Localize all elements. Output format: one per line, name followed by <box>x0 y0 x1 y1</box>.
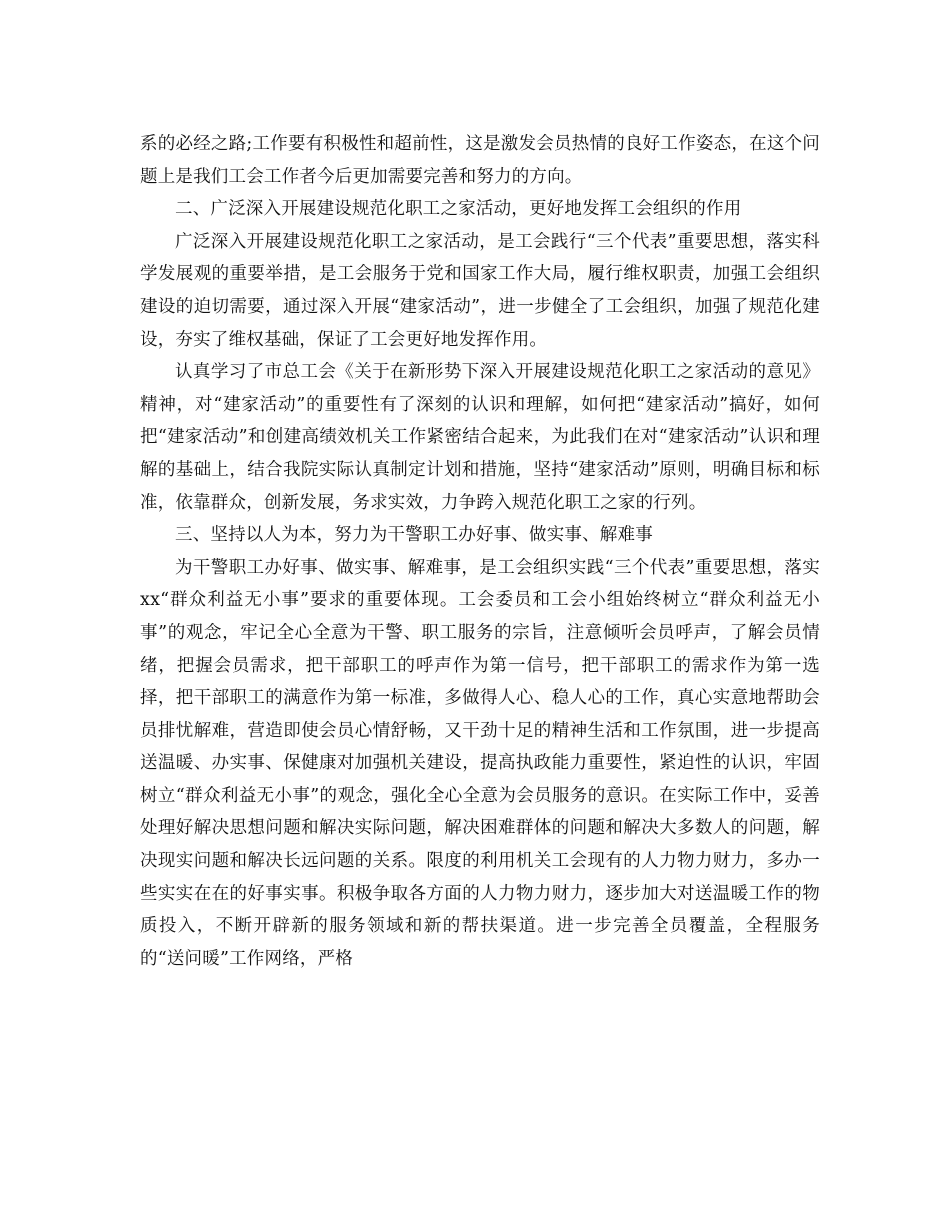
document-body <box>140 128 820 975</box>
paragraph-home-building-intro: 广泛深入开展建设规范化职工之家活动，是工会践行“三个代表”重要思想，落实科学发展观的重要举措，是工会服务于党和国家工作大局，履行维权职责，加强工会组织建设的迫切需要，通过深入开展“建家活动”，进一步健全了工会组织，加强了规范化建设，夯实了维权基础，保证了工会更好地发挥作用。 <box>140 231 820 350</box>
paragraph-people-oriented: 为干警职工办好事、做实事、解难事，是工会组织实践“三个代表”重要思想，落实xx“群众利益无小事”要求的重要体现。工会委员和工会小组始终树立“群众利益无小事”的观念，牢记全心全意为干警、职工服务的宗旨，注意倾听会员呼声，了解会员情绪，把握会员需求，把干部职工的呼声作为第一信号，把干部职工的需求作为第一选择，把干部职工的满意作为第一标准，多做得人心、稳人心的工作，真心实意地帮助会员排忧解难，营造即使会员心情舒畅，又干劲十足的精神生活和工作氛围，进一步提高送温暖、办实事、保健康对加强机关建设，提高执政能力重要性，紧迫性的认识，牢固树立“群众利益无小事”的观念，强化全心全意为会员服务的意识。在实际工作中，妥善处理好解决思想问题和解决实际问题，解决困难群体的问题和解决大多数人的问题，解决现实问题和解决长远问题的关系。限度的利用机关工会现有的人力物力财力，多办一些实实在在的好事实事。积极争取各方面的人力物力财力，逐步加大对送温暖工作的物质投入，不断开辟新的服务领域和新的帮扶渠道。进一步完善全员覆盖，全程服务的“送问暖”工作网络，严格 <box>140 557 820 969</box>
section-heading-3: 三、坚持以人为本，努力为干警职工办好事、做实事、解难事 <box>175 525 653 546</box>
section-heading-2: 二、广泛深入开展建设规范化职工之家活动，更好地发挥工会组织的作用 <box>175 199 742 220</box>
paragraph-continuation: 系的必经之路;工作要有积极性和超前性，这是激发会员热情的良好工作姿态，在这个问题上是我们工会工作者今后更加需要完善和努力的方向。 <box>140 134 820 187</box>
paragraph-home-building-study: 认真学习了市总工会《关于在新形势下深入开展建设规范化职工之家活动的意见》精神，对“建家活动”的重要性有了深刻的认识和理解，如何把“建家活动”搞好，如何把“建家活动”和创建高绩效机关工作紧密结合起来，为此我们在对“建家活动”认识和理解的基础上，结合我院实际认真制定计划和措施，坚持“建家活动”原则，明确目标和标准，依靠群众，创新发展，务求实效，力争跨入规范化职工之家的行列。 <box>140 362 820 513</box>
